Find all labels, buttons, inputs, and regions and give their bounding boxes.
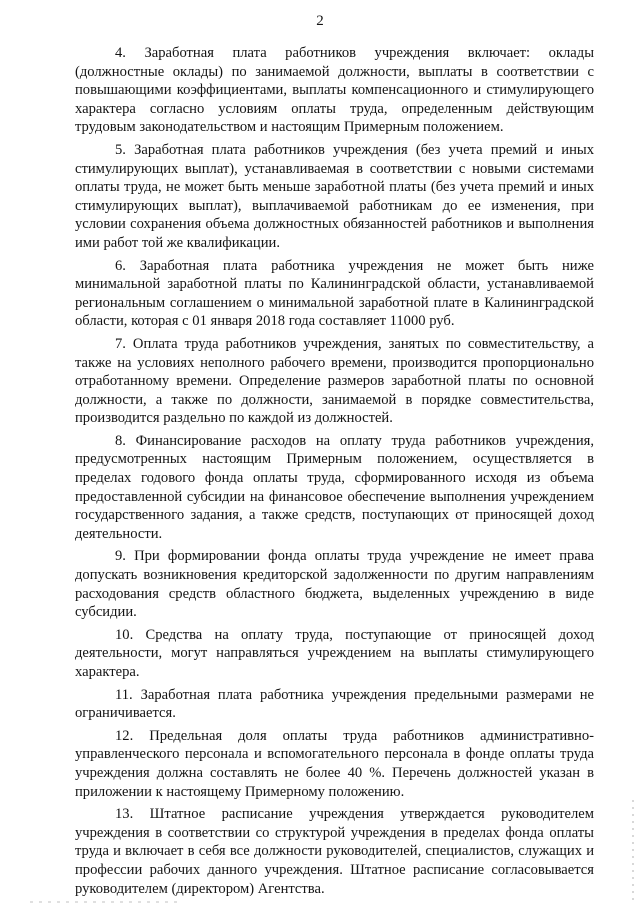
page-number: 2 xyxy=(316,13,324,29)
paragraph-4: 4. Заработная плата работников учреждения включает: оклады (должностные оклады) по занимаемой должности, выплаты в соответствии с повышающими коэффициентами, выплаты компенсационного и стимулирующего характера согласно условиям оплаты труда, определенным действующим трудовым законодательством и настоящим Примерным положением. xyxy=(75,45,594,136)
paragraph-13: 13. Штатное расписание учреждения утверждается руководителем учреждения в соответствии со структурой учреждения в пределах фонда оплаты труда и включает в себя все должности руководителей, специалистов, служащих и профессии рабочих данного учреждения. Штатное расписание согласовывается руководителем (директором) Агентства. xyxy=(75,806,594,897)
paragraph-12: 12. Предельная доля оплаты труда работников административно-управленческого персонала и вспомогательного персонала в фонде оплаты труда учреждения должна составлять не более 40 %. Перечень должностей указан в приложении к настоящему Примерному положению. xyxy=(75,727,594,800)
paragraph-5: 5. Заработная плата работников учреждения (без учета премий и иных стимулирующих выплат), устанавливаемая в соответствии с новыми системами оплаты труда, не может быть меньше заработной платы (без учета премий и иных стимулирующих выплат), выплачиваемой работникам до ее изменения, при условии сохранения объема должностных обязанностей работников и выполнения ими работ той же квалификации. xyxy=(75,141,594,251)
paragraph-9: 9. При формировании фонда оплаты труда учреждение не имеет права допускать возникновения кредиторской задолженности по другим направлениям расходования средств областного бюджета, выделенных учреждению в виде субсидии. xyxy=(75,548,594,621)
paragraph-7: 7. Оплата труда работников учреждения, занятых по совместительству, а также на условиях неполного рабочего времени, производится пропорционально отработанному времени. Определение размеров заработной платы по основной должности, а также по должности, занимаемой в порядке совместительства, производится раздельно по каждой из должностей. xyxy=(75,335,594,427)
paragraph-6: 6. Заработная плата работника учреждения не может быть ниже минимальной заработной платы по Калининградской области, устанавливаемой региональным соглашением о минимальной заработной плате в Калининградской области, которая с 01 января 2018 года составляет 11000 руб. xyxy=(75,257,594,330)
paragraph-10: 10. Средства на оплату труда, поступающие от приносящей доход деятельности, могут направляться учреждением на выплаты стимулирующего характера. xyxy=(75,626,594,680)
scan-artifact-bottom xyxy=(30,901,180,903)
document-body xyxy=(75,44,594,902)
paragraph-8: 8. Финансирование расходов на оплату труда работников учреждения, предусмотренных настоящим Примерным положением, осуществляется в пределах годового фонда оплаты труда, сформированного исходя из объема предоставленной субсидии на финансовое обеспечение выполнения учреждением государственного задания, а также средств, поступающих от приносящей доход деятельности. xyxy=(75,432,594,542)
scan-artifact-right xyxy=(632,800,634,900)
paragraph-11: 11. Заработная плата работника учреждения предельными размерами не ограничивается. xyxy=(75,686,594,722)
